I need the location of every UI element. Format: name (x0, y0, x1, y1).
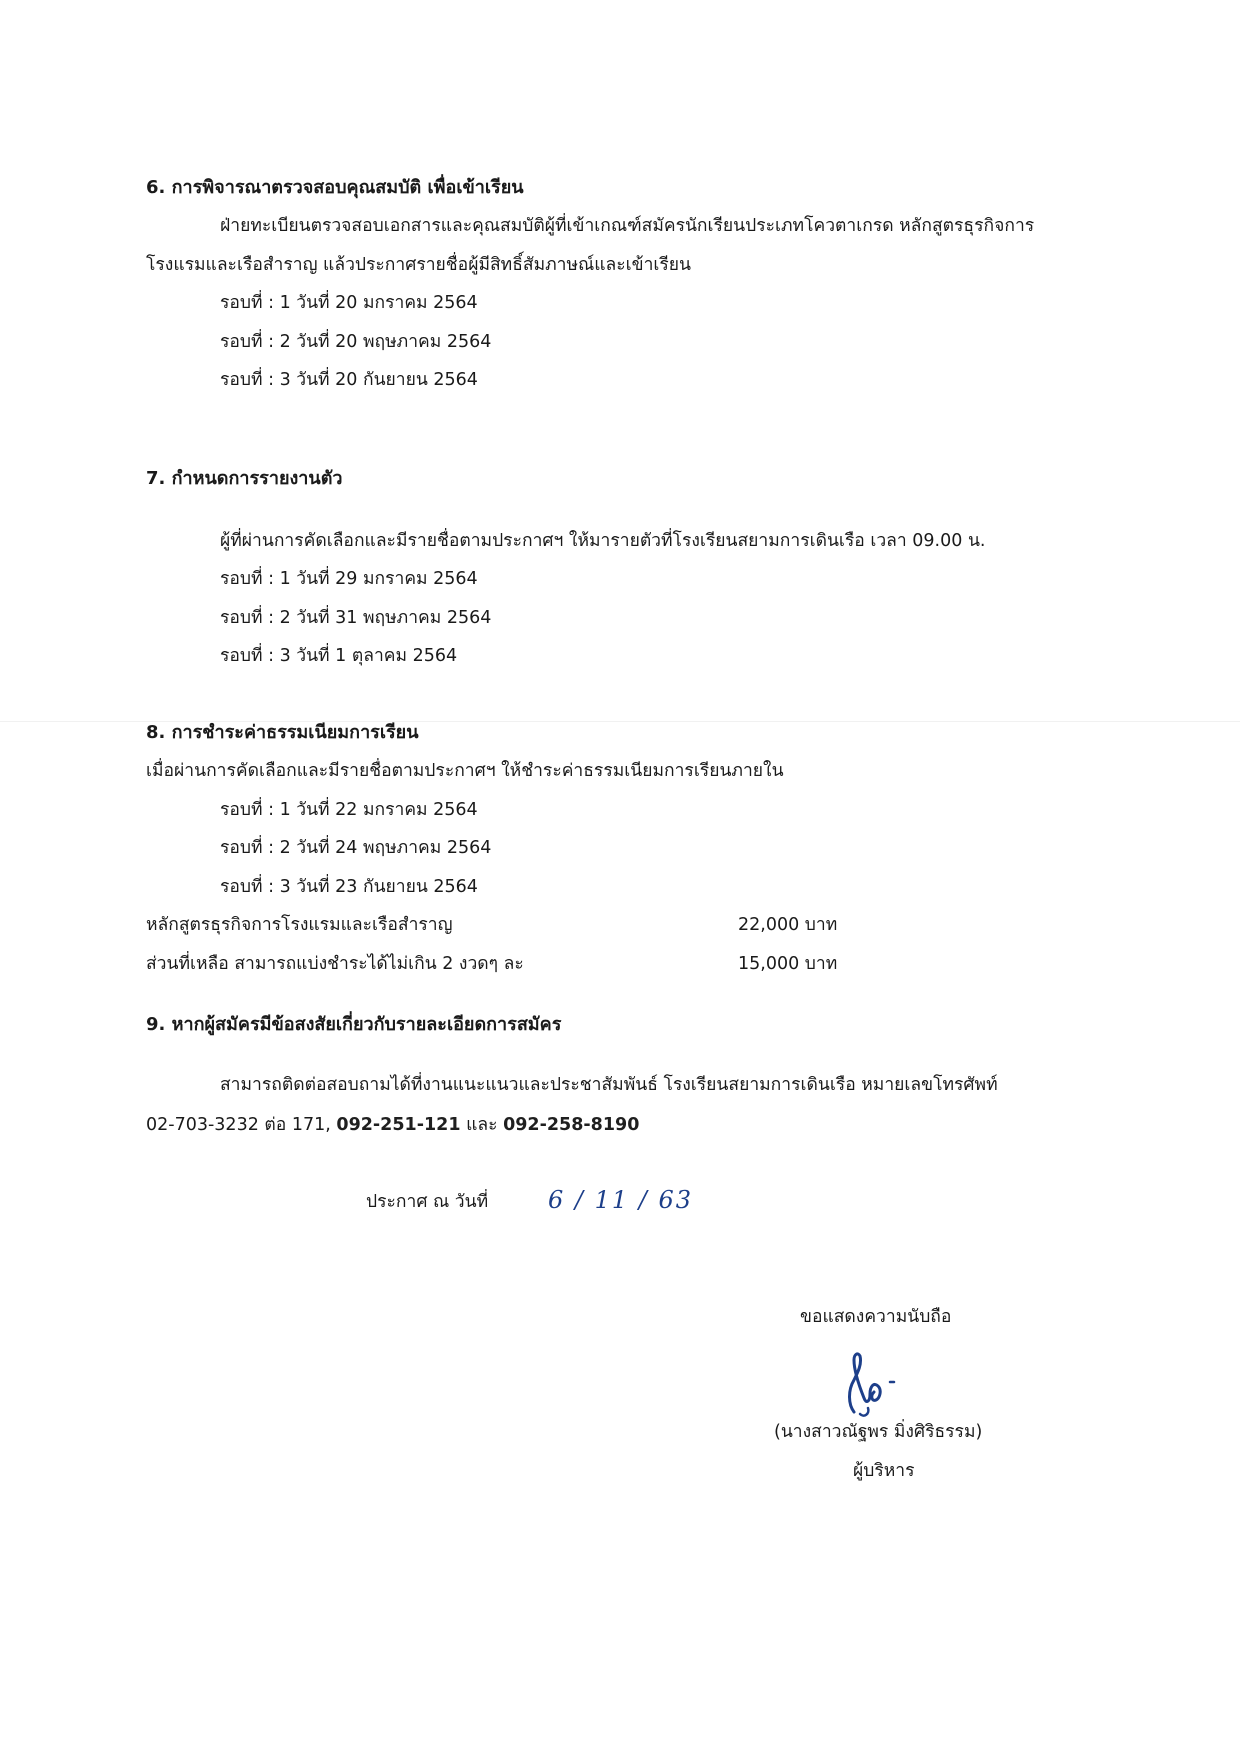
section7-para: ผู้ที่ผ่านการคัดเลือกและมีรายชื่อตามประกาศฯ ให้มารายตัวที่โรงเรียนสยามการเดินเรือ เวลา 09.00 น. (220, 531, 986, 551)
signatory-position: ผู้บริหาร (853, 1461, 915, 1481)
fee-label-remaining: ส่วนที่เหลือ สามารถแบ่งชำระได้ไม่เกิน 2 งวดๆ ละ (146, 954, 524, 974)
section8-para: เมื่อผ่านการคัดเลือกและมีรายชื่อตามประกาศฯ ให้ชำระค่าธรรมเนียมการเรียนภายใน (146, 761, 784, 781)
fee-amount-course: 22,000 บาท (738, 915, 838, 935)
phone-and: และ (466, 1115, 498, 1135)
section8-heading: 8. การชำระค่าธรรมเนียมการเรียน (146, 722, 419, 743)
phone-main: 02-703-3232 ต่อ 171, (146, 1115, 331, 1135)
section6-round-3: รอบที่ : 3 วันที่ 20 กันยายน 2564 (220, 370, 478, 390)
fee-label-course: หลักสูตรธุรกิจการโรงแรมและเรือสำราญ (146, 915, 453, 935)
section6-round-2: รอบที่ : 2 วันที่ 20 พฤษภาคม 2564 (220, 332, 492, 352)
signatory-name: (นางสาวณัฐพร มิ่งศิริธรรม) (774, 1422, 983, 1442)
phone-mobile-1: 092-251-121 (336, 1115, 461, 1135)
section9-phone-line (146, 1113, 639, 1137)
section8-round-3: รอบที่ : 3 วันที่ 23 กันยายน 2564 (220, 877, 478, 897)
section7-heading: 7. กำหนดการรายงานตัว (146, 468, 343, 489)
section6-para-line2: โรงแรมและเรือสำราญ แล้วประกาศรายชื่อผู้มีสิทธิ์สัมภาษณ์และเข้าเรียน (146, 255, 692, 275)
section9-para-line1: สามารถติดต่อสอบถามได้ที่งานแนะแนวและประชาสัมพันธ์ โรงเรียนสยามการเดินเรือ หมายเลขโทรศัพท์ (220, 1075, 998, 1095)
section8-round-2: รอบที่ : 2 วันที่ 24 พฤษภาคม 2564 (220, 838, 492, 858)
section9-heading: 9. หากผู้สมัครมีข้อสงสัยเกี่ยวกับรายละเอียดการสมัคร (146, 1014, 562, 1035)
announcement-label: ประกาศ ณ วันที่ (366, 1192, 489, 1212)
section7-round-1: รอบที่ : 1 วันที่ 29 มกราคม 2564 (220, 569, 478, 589)
fee-amount-remaining: 15,000 บาท (738, 954, 838, 974)
announcement-date-handwritten: 6 / 11 / 63 (548, 1186, 694, 1214)
section7-round-2: รอบที่ : 2 วันที่ 31 พฤษภาคม 2564 (220, 608, 492, 628)
section7-round-3: รอบที่ : 3 วันที่ 1 ตุลาคม 2564 (220, 646, 458, 666)
section6-para-line1: ฝ่ายทะเบียนตรวจสอบเอกสารและคุณสมบัติผู้ที่เข้าเกณฑ์สมัครนักเรียนประเภทโควตาเกรด หลักสูตรธุรกิจการ (220, 216, 1035, 236)
section6-heading: 6. การพิจารณาตรวจสอบคุณสมบัติ เพื่อเข้าเรียน (146, 177, 524, 198)
section8-round-1: รอบที่ : 1 วันที่ 22 มกราคม 2564 (220, 800, 478, 820)
section6-round-1: รอบที่ : 1 วันที่ 20 มกราคม 2564 (220, 293, 478, 313)
signature-icon (840, 1342, 920, 1420)
phone-mobile-2: 092-258-8190 (503, 1115, 640, 1135)
closing-regards: ขอแสดงความนับถือ (800, 1307, 952, 1327)
